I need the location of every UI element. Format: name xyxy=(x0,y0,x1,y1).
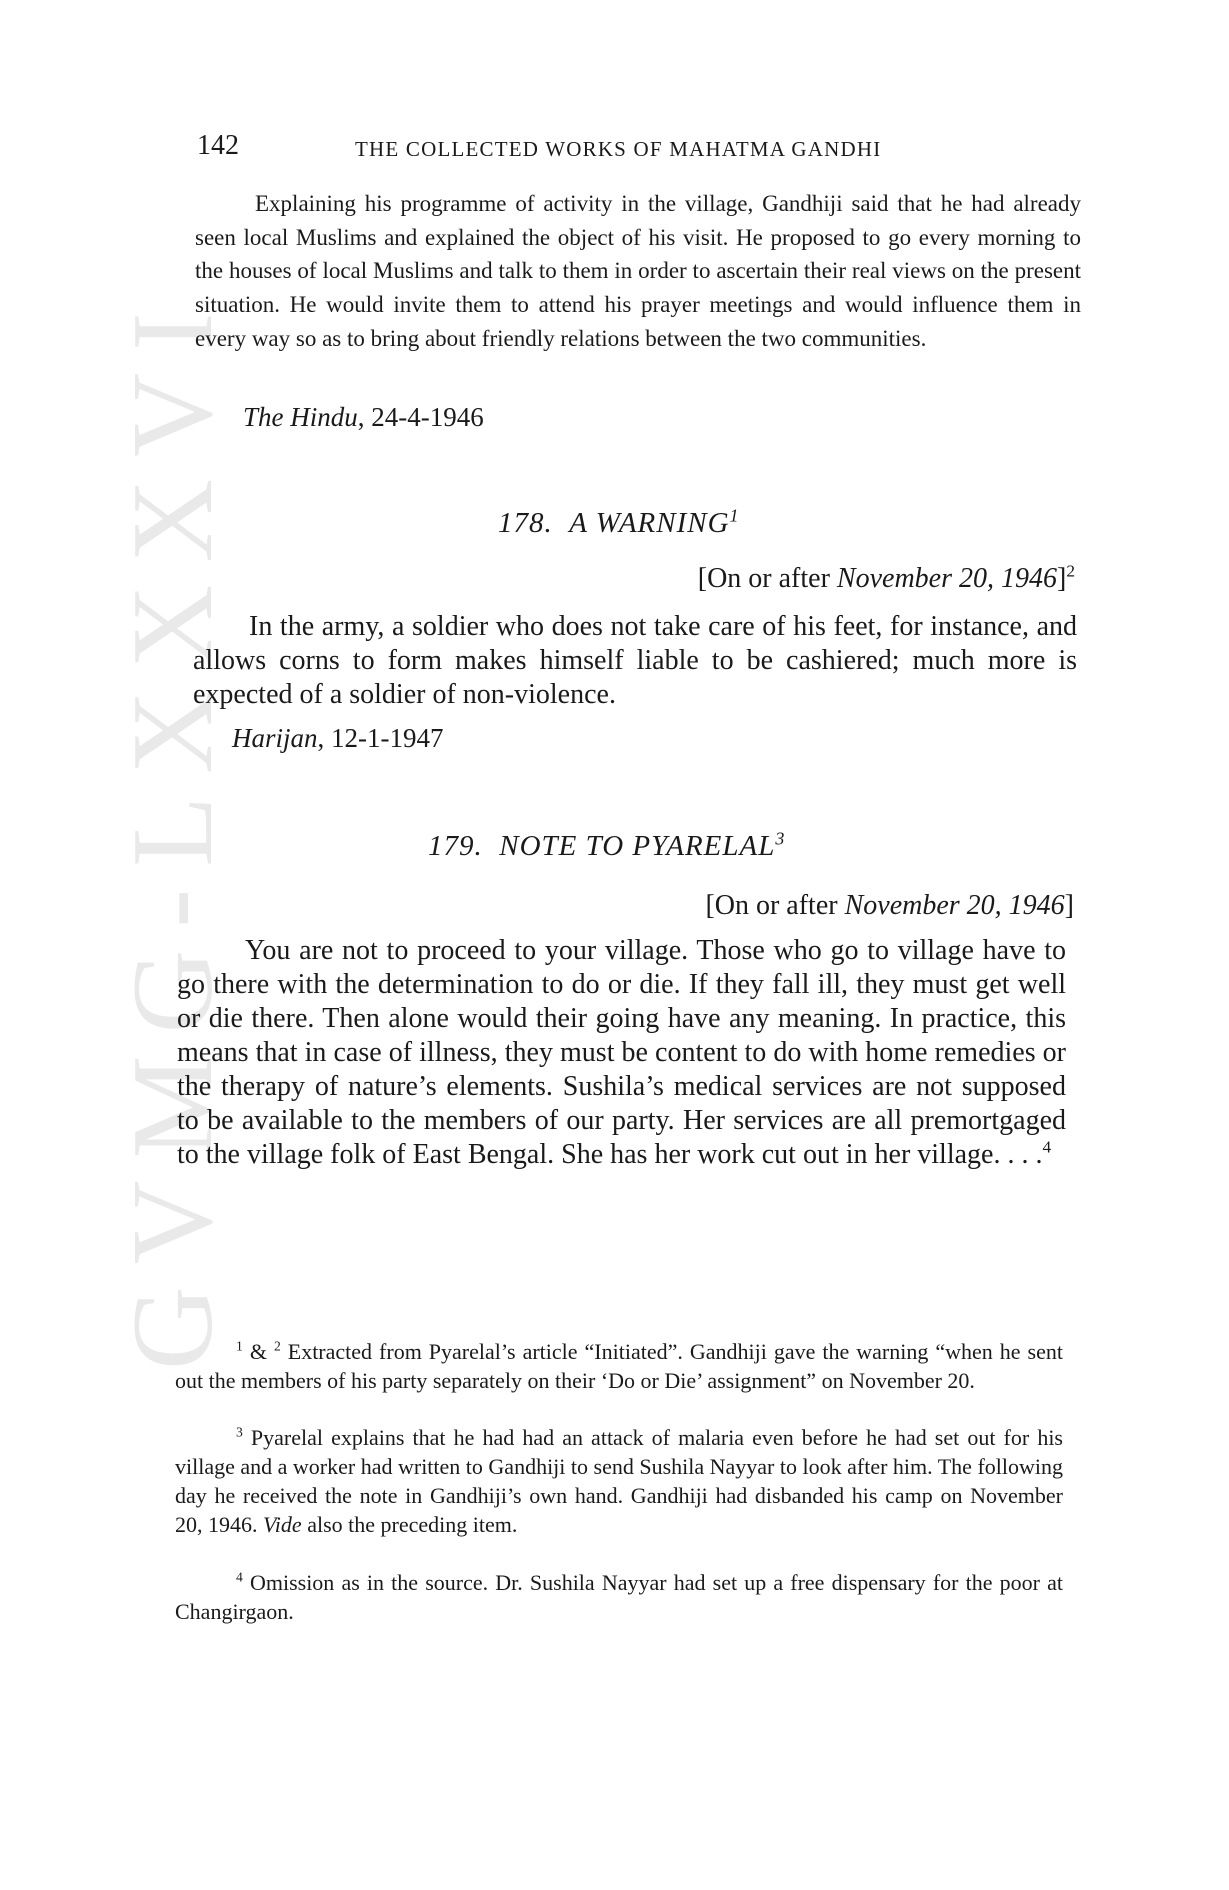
footnote-text: Pyarelal explains that he had had an attack of malaria even before he had set out for his village and a worker had written to Gandhiji to send Sushila Nayyar to look after him. The following day he received the note in Gandhiji’s own hand. Gandhiji had disbanded his camp on November 20, 1946. xyxy=(175,1425,1063,1537)
date-prefix: [On or after xyxy=(705,890,845,921)
footnote-marker: 3 xyxy=(775,828,786,849)
intro-paragraph: Explaining his programme of activity in the village, Gandhiji said that he had already seen local Muslims and explained the object of his visit. He proposed to go every morning to the houses of local Muslims and talk to them in order to ascertain their real views on the present situation. He would invite them to attend his prayer meetings and would influence them in every way so as to bring about friendly relations between the two communities. xyxy=(195,191,1081,351)
footnote-text: Extracted from Pyarelal’s article “Initiated”. Gandhiji gave the warning “when he sent out the members of his party separately on their ‘Do or Die’ assignment” on November 20. xyxy=(175,1339,1063,1393)
date-suffix: ] xyxy=(1064,890,1074,921)
source-date: , 12-1-1947 xyxy=(317,723,444,753)
date-suffix: ] xyxy=(1056,563,1067,594)
item-body-178: In the army, a soldier who does not take care of his feet, for instance, and allows corns to form makes himself liable to be cashiered; much more is expected of a soldier of non-violence. xyxy=(193,611,1077,710)
date-prefix: [On or after xyxy=(697,563,837,594)
item-number: 178. xyxy=(498,507,553,539)
date-value: November 20, 1946 xyxy=(844,890,1065,921)
footnote-amp: & xyxy=(242,1339,274,1364)
footnote-number: 2 xyxy=(273,1338,281,1354)
footnote-1-2 xyxy=(175,1337,1063,1395)
item-source-178 xyxy=(232,723,444,754)
item-number: 179. xyxy=(428,830,483,862)
item-title: A WARNING xyxy=(569,507,730,539)
date-value: November 20, 1946 xyxy=(836,563,1057,594)
body-text: You are not to proceed to your village. Those who go to village have to go there with the determination to do or die. If they fall ill, they must get well or die there. Then alone would their going have any meaning. In practice, this means that in case of illness, they must be content to do with home remedies or the therapy of nature’s elements. Sushila’s medical services are not supposed to be available to the members of our party. Her services are all premortgaged to the village folk of East Bengal. She has her work cut out in her village. . . . xyxy=(177,935,1066,1170)
running-title: THE COLLECTED WORKS OF MAHATMA GANDHI xyxy=(355,137,882,161)
page-number: 142 xyxy=(197,130,239,161)
item-heading-178 xyxy=(498,507,740,540)
source-publication: The Hindu xyxy=(243,402,358,432)
footnote-text: Omission as in the source. Dr. Sushila Nayyar had set up a free dispensary for the poor at Changirgaon. xyxy=(175,1570,1063,1624)
item-date-179 xyxy=(705,890,1074,922)
footnote-marker: 2 xyxy=(1066,561,1075,581)
item-heading-179 xyxy=(428,830,785,863)
item-date-178 xyxy=(698,563,1075,595)
item-title: NOTE TO PYARELAL xyxy=(499,830,776,862)
footnote-marker: 4 xyxy=(1042,1137,1052,1157)
footnote-number: 1 xyxy=(236,1338,243,1354)
footnote-text: also the preceding item. xyxy=(301,1512,518,1537)
footnote-number: 4 xyxy=(236,1569,243,1585)
footnote-3 xyxy=(175,1423,1063,1539)
source-publication: Harijan xyxy=(232,723,318,753)
item-body-179 xyxy=(177,934,1066,1172)
footnote-number: 3 xyxy=(236,1424,243,1440)
intro-source xyxy=(243,402,484,433)
footnote-vide: Vide xyxy=(263,1512,302,1537)
footnote-4 xyxy=(175,1568,1063,1626)
source-date: , 24-4-1946 xyxy=(357,402,484,432)
watermark-text: GVMG-LXXXVI xyxy=(109,290,237,1370)
footnote-marker: 1 xyxy=(729,505,740,526)
